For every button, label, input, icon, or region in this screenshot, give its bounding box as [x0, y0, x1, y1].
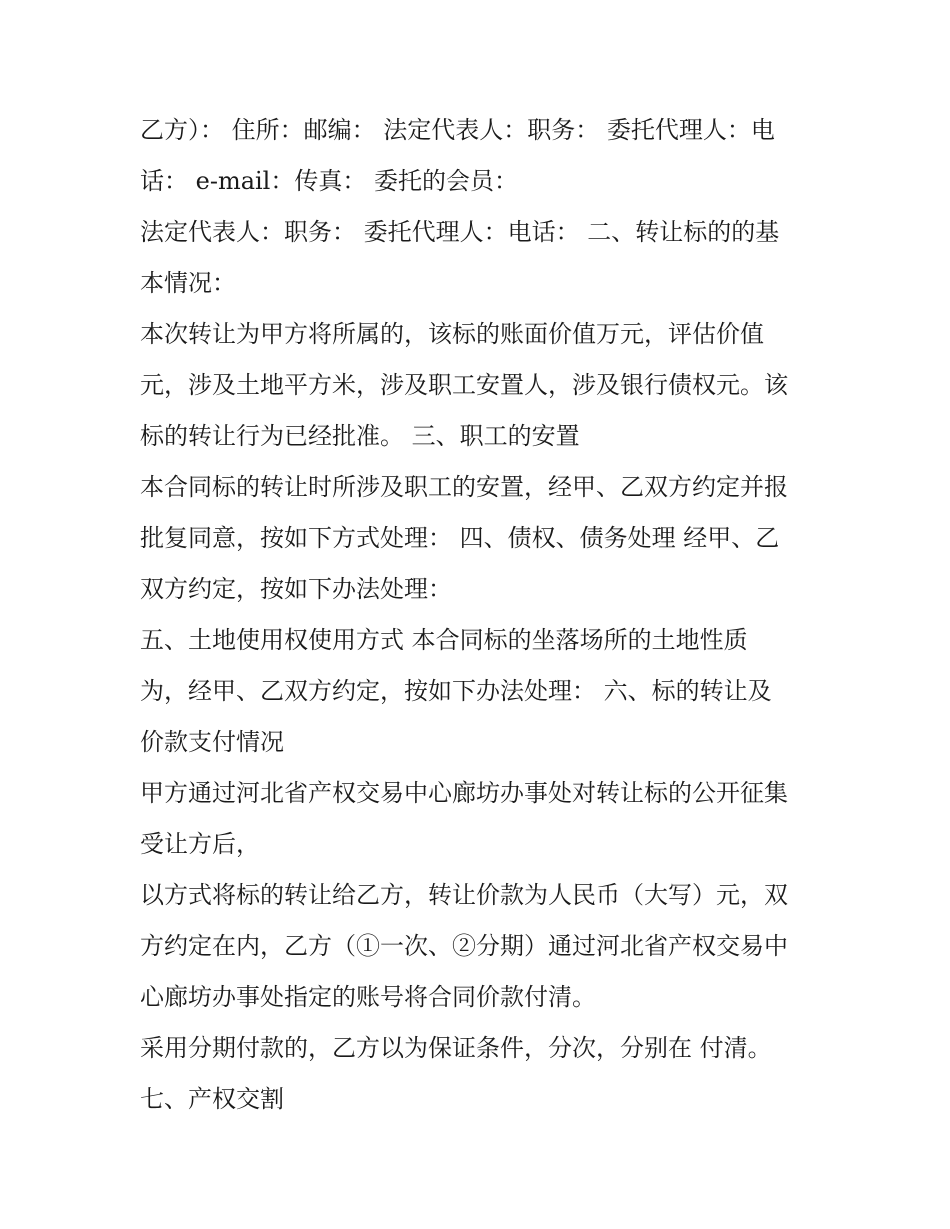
text-line-transferee: 受让方后，: [140, 830, 260, 858]
text-line-payment-heading: 价款支付情况: [140, 728, 284, 756]
text-line-staff-placement: 本合同标的转让时所涉及职工的安置，经甲、乙双方约定并报: [140, 473, 788, 501]
document-body: [140, 105, 820, 1125]
text-line-payment-account: 心廊坊办事处指定的账号将合同价款付清。: [140, 983, 596, 1011]
text-line-land-and-staff: 元，涉及土地平方米，涉及职工安置人，涉及银行债权元。该: [140, 371, 788, 399]
text-line-transfer-value: 本次转让为甲方将所属的，该标的账面价值万元，评估价值: [140, 320, 764, 348]
text-line-public-solicitation: 甲方通过河北省产权交易中心廊坊办事处对转让标的公开征集: [140, 779, 788, 807]
text-line-approval: 标的转让行为已经批准。 三、职工的安置: [140, 422, 580, 450]
text-line-land-use: 五、土地使用权使用方式 本合同标的坐落场所的土地性质: [140, 626, 748, 654]
text-line-contact-info: 话： e-mail：传真： 委托的会员：: [140, 167, 518, 195]
text-line-representative: 法定代表人：职务： 委托代理人：电话： 二、转让标的的基: [140, 218, 780, 246]
text-line-basic-situation: 本情况：: [140, 269, 236, 297]
text-line-debt-agreement: 双方约定，按如下办法处理：: [140, 575, 452, 603]
text-line-property-delivery: 七、产权交割: [140, 1085, 284, 1113]
text-line-debt-handling: 批复同意，按如下方式处理： 四、债权、债务处理 经甲、乙: [140, 524, 780, 552]
text-line-payment-method: 方约定在内，乙方（①一次、②分期）通过河北省产权交易中: [140, 932, 788, 960]
text-line-transfer-price: 以方式将标的转让给乙方，转让价款为人民币（大写）元，双: [140, 881, 788, 909]
text-line-land-agreement: 为，经甲、乙双方约定，按如下办法处理： 六、标的转让及: [140, 677, 772, 705]
text-line-party-b-info: 乙方）： 住所：邮编： 法定代表人：职务： 委托代理人：电: [140, 116, 775, 144]
text-line-installments: 采用分期付款的，乙方以为保证条件，分次，分别在 付清。: [140, 1034, 772, 1062]
